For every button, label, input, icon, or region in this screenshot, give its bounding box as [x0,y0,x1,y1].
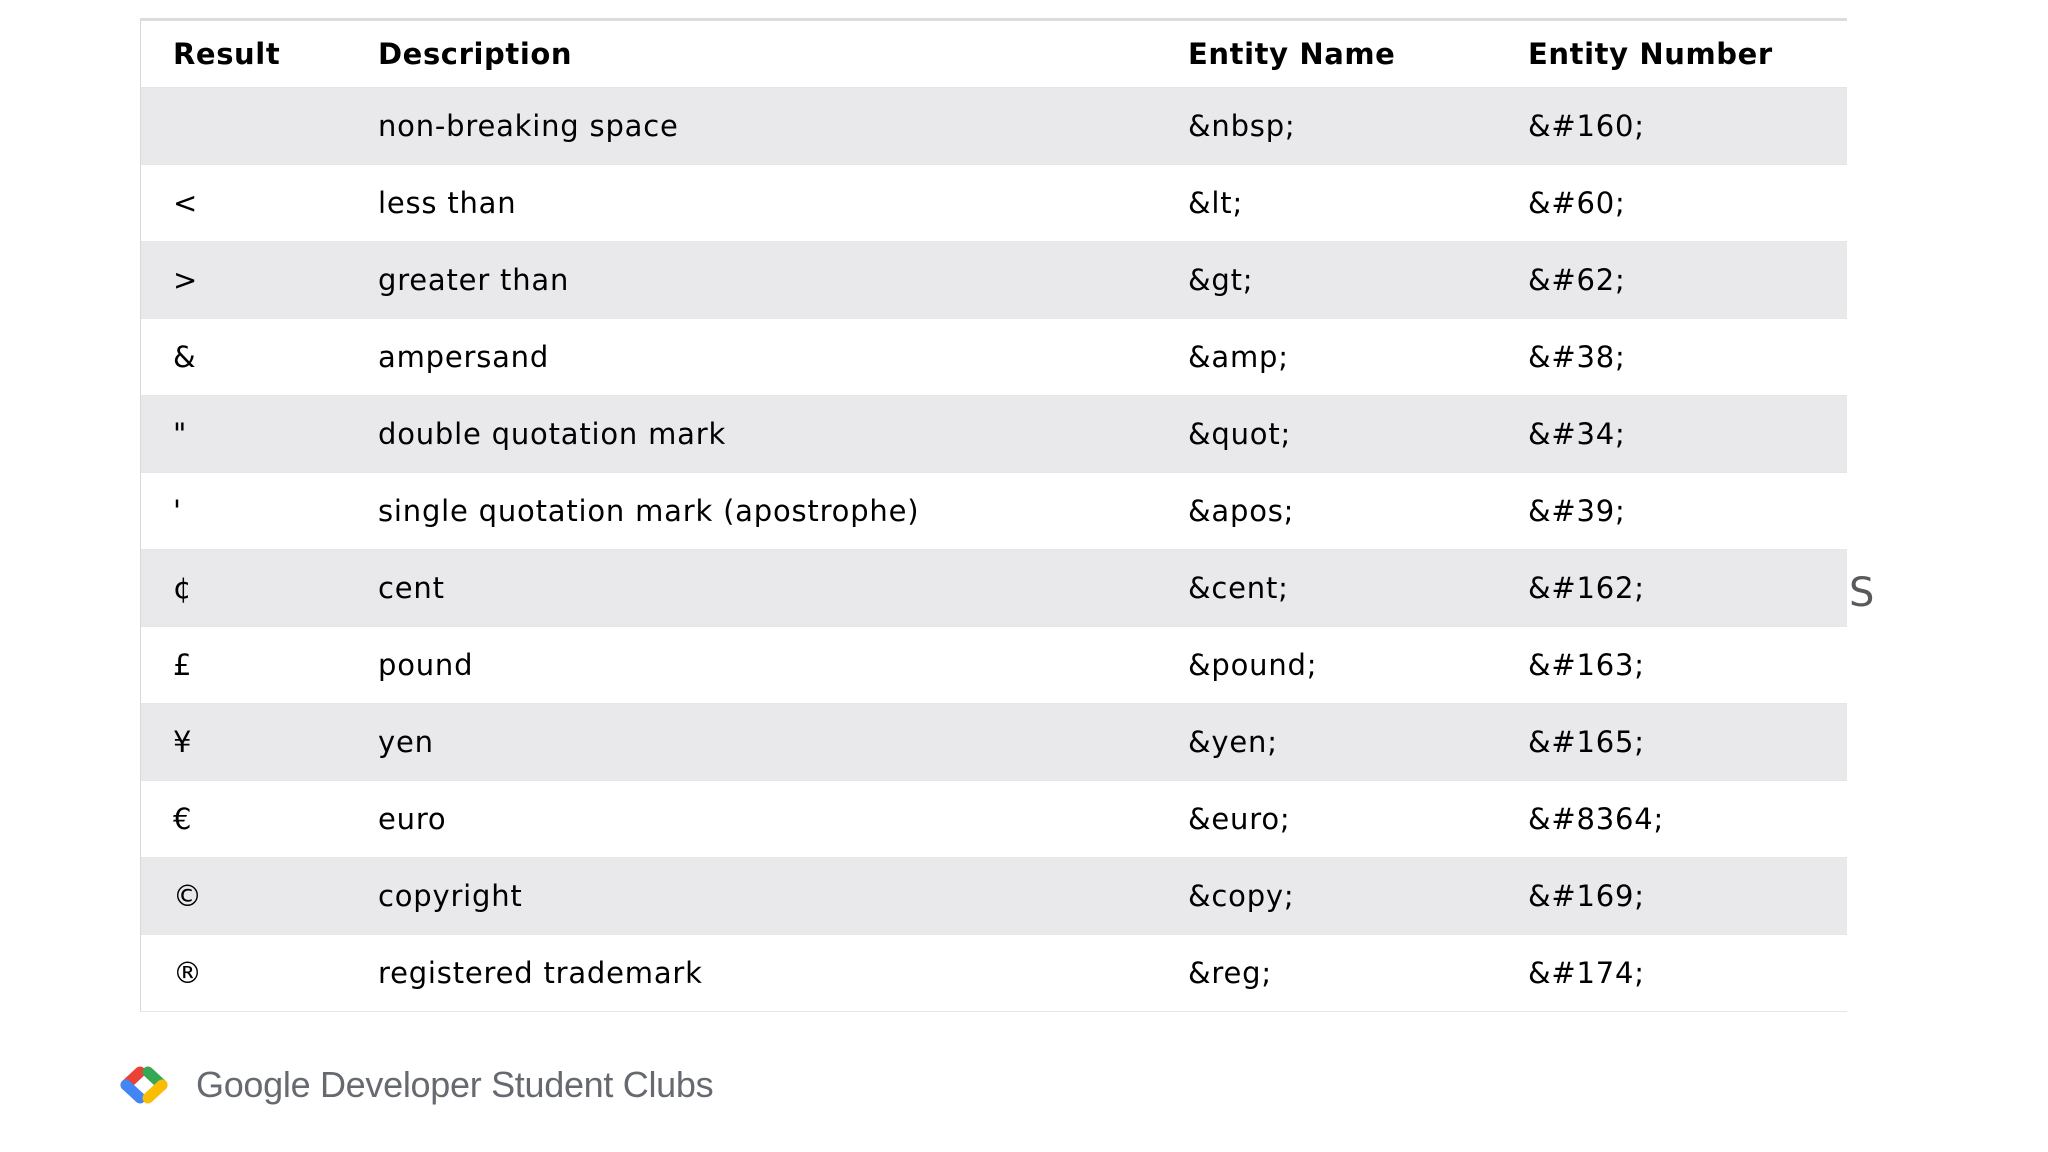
brand-name: Google Developer Student Clubs [196,1064,714,1105]
cell-entity-name: &euro; [1156,781,1496,858]
table-header [141,21,1847,88]
cell-result [141,88,346,165]
cell-description: registered trademark [346,935,1156,1012]
cell-entity-name: &reg; [1156,935,1496,1012]
header-description: Description [346,21,1156,88]
cell-entity-name: &amp; [1156,319,1496,396]
cell-entity-name: &pound; [1156,627,1496,704]
cell-description: pound [346,627,1156,704]
table-row [141,396,1847,473]
cell-description: single quotation mark (apostrophe) [346,473,1156,550]
cell-entity-name: &quot; [1156,396,1496,473]
cell-result: £ [141,627,346,704]
table-row [141,550,1847,627]
cell-entity-number: &#38; [1496,319,1847,396]
table-row [141,473,1847,550]
cell-entity-number: &#169; [1496,858,1847,935]
cell-result: ® [141,935,346,1012]
cell-entity-number: &#165; [1496,704,1847,781]
cell-entity-name: &copy; [1156,858,1496,935]
cell-description: greater than [346,242,1156,319]
table-row [141,858,1847,935]
cell-description: double quotation mark [346,396,1156,473]
cell-entity-name: &apos; [1156,473,1496,550]
gdsc-brackets-logo-icon [106,1065,182,1105]
cell-entity-number: &#162; [1496,550,1847,627]
table-row [141,704,1847,781]
cell-entity-number: &#160; [1496,88,1847,165]
cell-description: euro [346,781,1156,858]
cell-description: yen [346,704,1156,781]
header-entity-name: Entity Name [1156,21,1496,88]
cell-result: ' [141,473,346,550]
table-row [141,935,1847,1012]
table-row [141,627,1847,704]
header-result: Result [141,21,346,88]
header-entity-number: Entity Number [1496,21,1847,88]
table-row [141,165,1847,242]
cell-result: " [141,396,346,473]
cell-description: non-breaking space [346,88,1156,165]
cell-entity-number: &#34; [1496,396,1847,473]
cell-result: ¢ [141,550,346,627]
cell-entity-name: &lt; [1156,165,1496,242]
cell-result: < [141,165,346,242]
entities-table-container [140,18,1847,1012]
cell-result: & [141,319,346,396]
stray-letter: S [1849,570,1875,616]
cell-entity-number: &#163; [1496,627,1847,704]
cell-entity-name: &cent; [1156,550,1496,627]
html-entities-table [141,21,1847,1012]
cell-description: ampersand [346,319,1156,396]
cell-entity-number: &#39; [1496,473,1847,550]
cell-result: € [141,781,346,858]
cell-description: less than [346,165,1156,242]
cell-result: © [141,858,346,935]
cell-entity-number: &#174; [1496,935,1847,1012]
table-header-row [141,21,1847,88]
table-row [141,242,1847,319]
table-row [141,88,1847,165]
cell-entity-number: &#60; [1496,165,1847,242]
cell-description: copyright [346,858,1156,935]
table-row [141,781,1847,858]
cell-entity-number: &#62; [1496,242,1847,319]
table-row [141,319,1847,396]
table-body [141,88,1847,1012]
footer-brand [106,1060,713,1110]
cell-result: > [141,242,346,319]
cell-description: cent [346,550,1156,627]
cell-entity-number: &#8364; [1496,781,1847,858]
cell-entity-name: &yen; [1156,704,1496,781]
cell-entity-name: &nbsp; [1156,88,1496,165]
cell-entity-name: &gt; [1156,242,1496,319]
cell-result: ¥ [141,704,346,781]
